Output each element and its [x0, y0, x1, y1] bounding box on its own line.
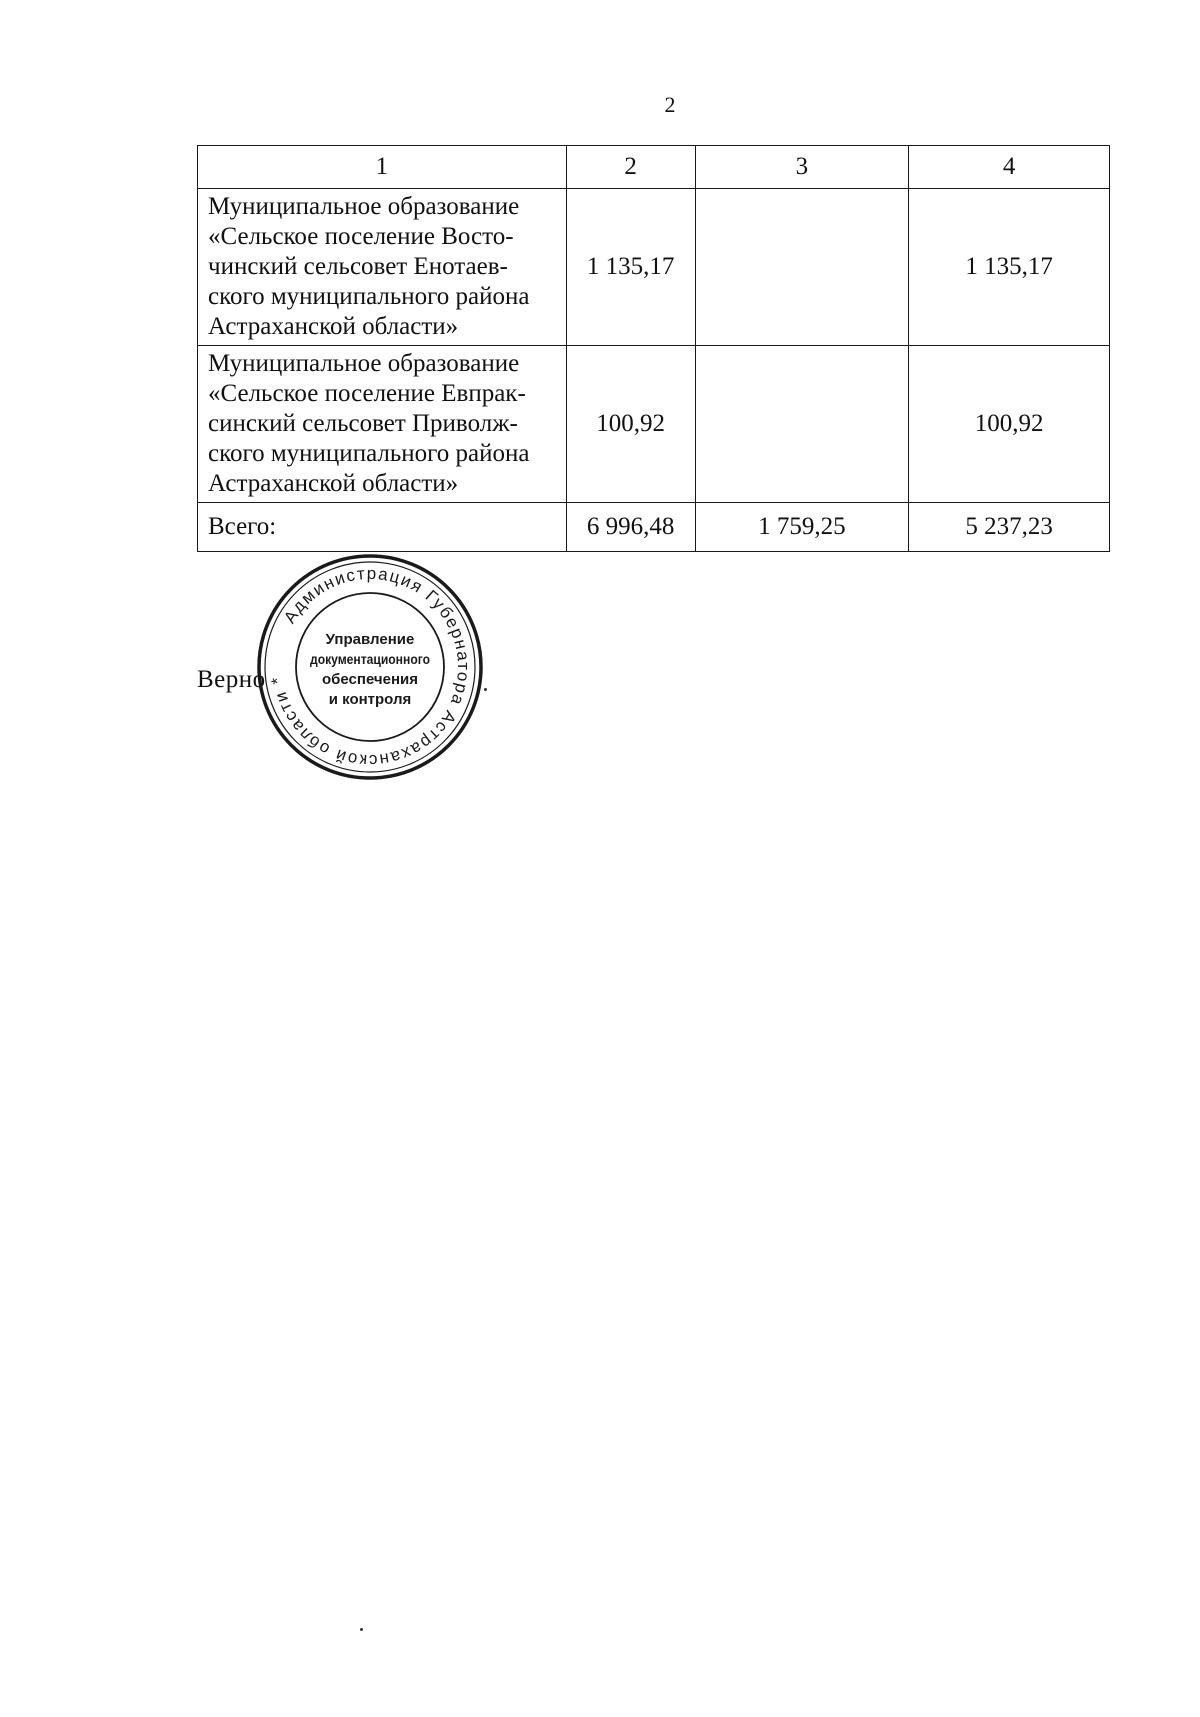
name-line: «Сельское поселение Евпрак-	[208, 380, 526, 407]
total-col-2: 6 996,48	[566, 503, 695, 552]
name-line: ского муниципального района	[208, 440, 530, 467]
seal-outer-ring	[259, 556, 481, 778]
header-col-1: 1	[198, 146, 567, 189]
municipality-name	[198, 346, 567, 503]
seal-inner-line: и контроля	[328, 691, 412, 708]
total-col-4: 5 237,23	[909, 503, 1110, 552]
header-col-2: 2	[566, 146, 695, 189]
header-col-3: 3	[695, 146, 909, 189]
seal-inner-line: документационного	[310, 651, 430, 667]
scan-speck	[360, 1628, 363, 1631]
table-row	[198, 189, 1110, 346]
name-line: «Сельское поселение Восто-	[208, 223, 514, 250]
table-header-row	[198, 146, 1110, 189]
amount-col-3	[695, 346, 909, 503]
municipality-name	[198, 189, 567, 346]
total-col-3: 1 759,25	[695, 503, 909, 552]
seal-inner-line: обеспечения	[321, 671, 419, 688]
budget-table	[197, 145, 1110, 552]
header-col-4: 4	[909, 146, 1110, 189]
name-line: чинский сельсовет Енотаев-	[208, 253, 508, 280]
table-row	[198, 346, 1110, 503]
total-label: Всего:	[198, 503, 567, 552]
name-line: ского муниципального района	[208, 283, 530, 310]
name-line: Астраханской области»	[208, 313, 459, 340]
amount-col-4: 1 135,17	[909, 189, 1110, 346]
seal-graphic	[255, 552, 485, 782]
amount-col-4: 100,92	[909, 346, 1110, 503]
table-total-row	[198, 503, 1110, 552]
name-line: Муниципальное образование	[208, 193, 520, 220]
seal-outer-text: Администрация Губернатора Астраханской области *	[267, 563, 474, 771]
seal-inner-ring	[296, 593, 444, 741]
scan-speck	[484, 688, 487, 691]
amount-col-2: 1 135,17	[566, 189, 695, 346]
official-seal	[255, 552, 485, 782]
seal-inner-line: Управление	[325, 631, 415, 648]
page-number: 2	[664, 92, 676, 117]
amount-col-2: 100,92	[566, 346, 695, 503]
name-line: Муниципальное образование	[208, 350, 520, 377]
name-line: Астраханской области»	[208, 470, 459, 497]
certification-label: Верно	[197, 666, 266, 693]
name-line: синский сельсовет Приволж-	[208, 410, 518, 437]
amount-col-3	[695, 189, 909, 346]
